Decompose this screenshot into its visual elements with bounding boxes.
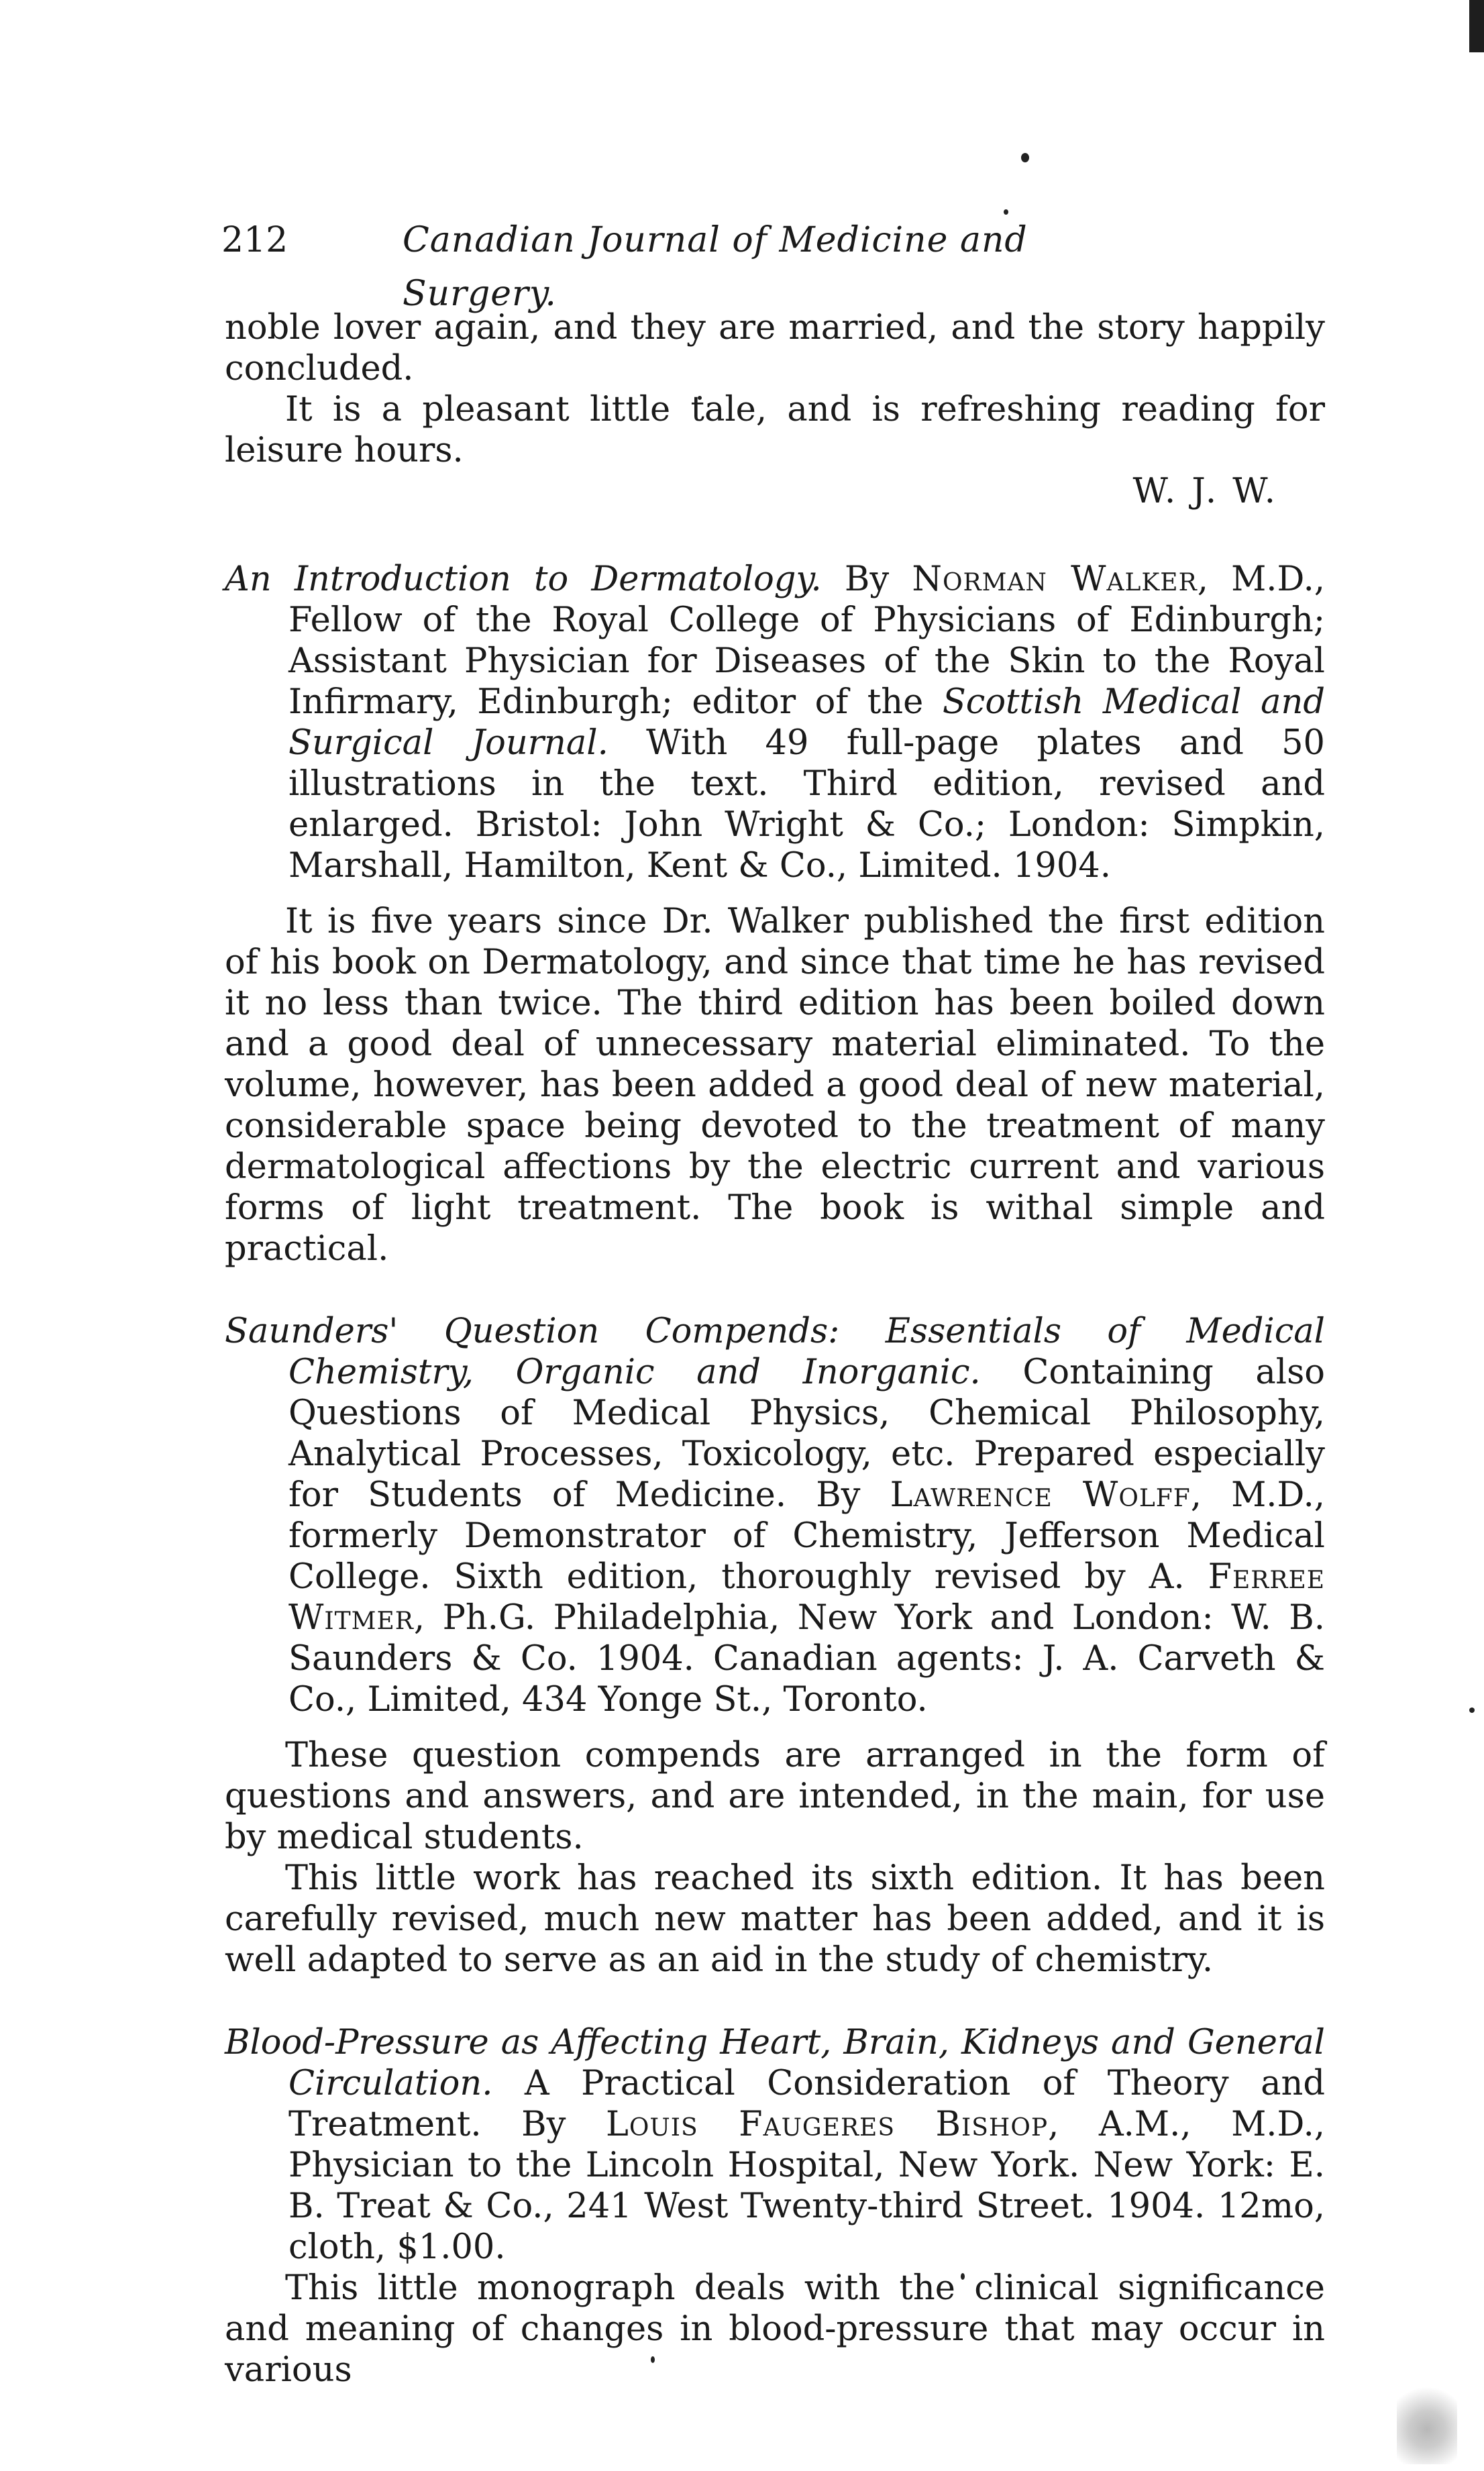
review-2-title: An Introduction to Dermatology. — [225, 560, 822, 599]
review-2-citation — [225, 559, 1325, 886]
review-3-body-1: These question compends are arranged in the form of questions and answers, and are intended, in the main, for use by medical students. — [225, 1736, 1325, 1857]
review-1-closing-text: noble lover again, and they are married, and the story happily concluded. — [225, 308, 1325, 388]
review-3-citation-a: Containing also Questions of Medical Physics, Chemical Philosophy, Analytical Processes, Toxicology, etc. Prepared especially for Students of Medicine. By — [288, 1353, 1325, 1515]
running-head — [221, 213, 1161, 314]
review-1-paragraph-text: It is a pleasant little tale, and is refreshing reading for leisure hours. — [225, 390, 1325, 470]
review-3-body-2: This little work has reached its sixth edition. It has been carefully revised, much new matter has been added, and it is well adapted to serve as an aid in the study of chemistry. — [225, 1858, 1325, 1980]
scan-speck — [1469, 1707, 1475, 1713]
review-4-title: Blood-Pressure as Affecting Heart, Brain, Kidneys and General Circulation. — [225, 2023, 1325, 2103]
review-3-citation-b: , M.D., formerly Demonstrator of Chemistry, Jefferson Medical College. Sixth edition, thoroughly revised by A. — [288, 1475, 1325, 1597]
review-4-citation — [225, 2022, 1325, 2268]
review-2-body: It is five years since Dr. Walker published the first edition of his book on Dermatology, and since that time he has revised it no less than twice. The third edition has been boiled down and a good deal of unnecessary material eliminated. To the volume, however, has been added a good deal of new material, considerable space being devoted to the treatment of many dermatological affections by the electric current and various forms of light treatment. The book is withal simple and practical. — [225, 902, 1325, 1269]
review-4-citation-a: A Practical Consideration of Theory and Treatment. By — [288, 2064, 1325, 2144]
review-3-reviser: Ferree Witmer — [288, 1557, 1325, 1638]
reviewer-signature: W. J. W. — [1132, 472, 1278, 511]
page-content — [225, 307, 1325, 2390]
journal-title: Canadian Journal of Medicine and Surgery. — [403, 220, 1028, 314]
review-3-citation-c: , Ph.G. Philadelphia, New York and London: W. B. Saunders & Co. 1904. Canadian agents: J. A. Carveth & Co., Limited, 434 Yonge St., Toronto. — [288, 1598, 1325, 1720]
scan-corner-noise — [1397, 2377, 1457, 2464]
review-3-author: Lawrence Wolff — [890, 1475, 1191, 1515]
review-2-by: By — [844, 560, 890, 599]
review-4-citation-b: , A.M., M.D., Physician to the Lincoln Hospital, New York. New York: E. B. Treat & Co., 241 West Twenty-third Street. 1904. 12mo, cloth, $1.00. — [288, 2105, 1326, 2267]
review-2-journal: Scottish Medical and Surgical Journal. — [288, 682, 1325, 763]
review-2-citation-a: , M.D., Fellow of the Royal College of Physicians of Edinburgh; Assistant Physician for Diseases of the Skin to the Royal Infirmary, Edinburgh; editor of the — [288, 560, 1326, 722]
scan-speck — [1021, 153, 1029, 162]
review-2-author: Norman Walker — [912, 560, 1198, 599]
page-number: 212 — [221, 220, 288, 260]
review-2-citation-b: With 49 full-page plates and 50 illustrations in the text. Third edition, revised and enlarged. Bristol: John Wright & Co.; London: Simpkin, Marshall, Hamilton, Kent & Co., Limited. 1904. — [288, 723, 1326, 886]
review-3-citation — [225, 1311, 1325, 1720]
review-4-author: Louis Faugeres Bishop — [606, 2105, 1049, 2144]
review-1-paragraph — [225, 389, 1325, 471]
review-3-title: Saunders' Question Compends: Essentials of Medical Chemistry, Organic and Inorganic. — [225, 1312, 1325, 1392]
review-1-signature-line — [225, 471, 1325, 512]
review-4-body: This little monograph deals with the clinical significance and meaning of changes in blood-pressure that may occur in various — [225, 2268, 1325, 2390]
scan-edge-mark — [1469, 0, 1484, 52]
